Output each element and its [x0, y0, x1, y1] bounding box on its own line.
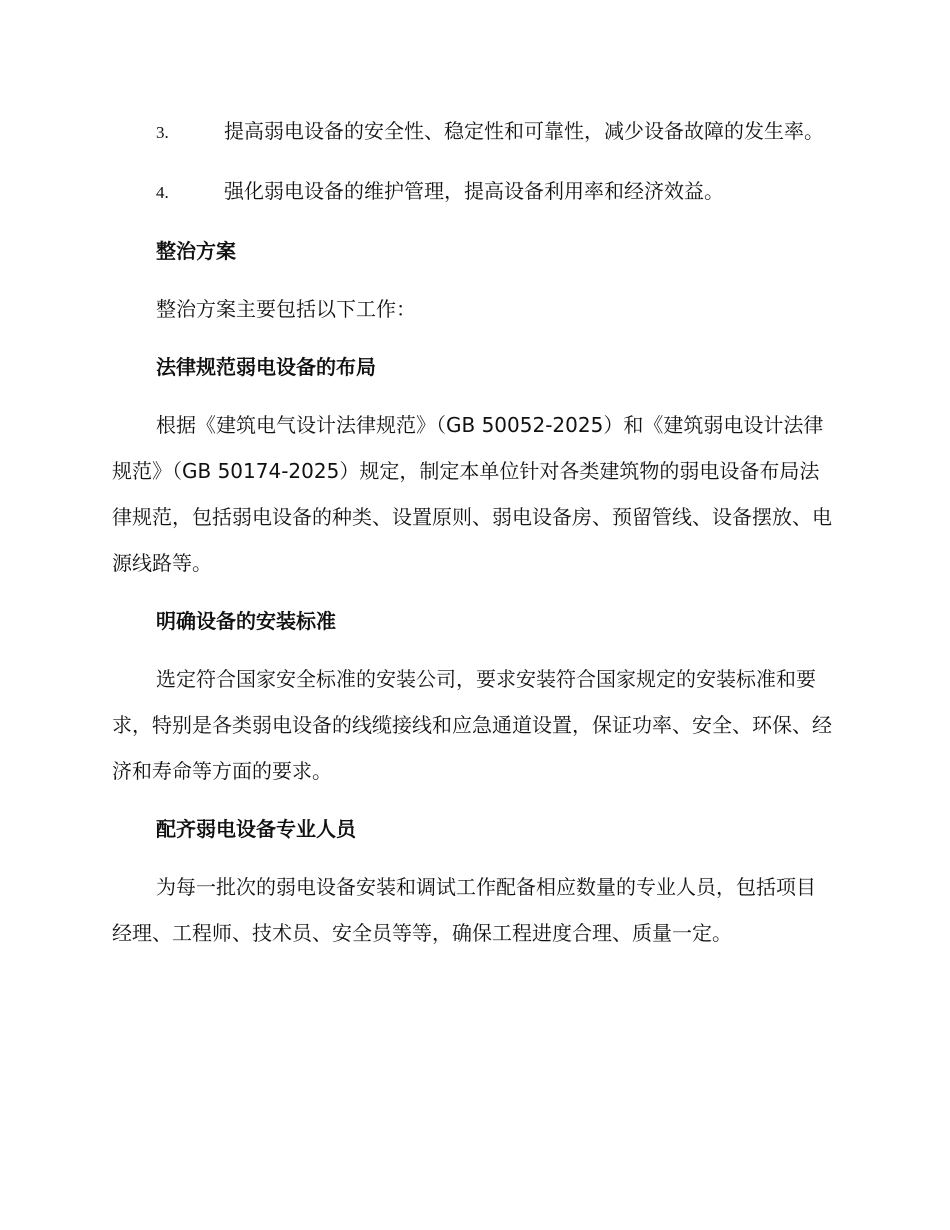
subsection-heading-staffing: 配齐弱电设备专业人员: [156, 817, 356, 841]
section-intro: 整治方案主要包括以下工作：: [156, 297, 416, 321]
section-heading: 整治方案: [156, 239, 236, 263]
subsection-text-layout: 根据《建筑电气设计法律规范》（GB 50052-2025）和《建筑弱电设计法律规范》（GB 50174-2025）规定，制定本单位针对各类建筑物的弱电设备布局法律规范，包括弱电设备的种类、设置原则、弱电设备房、预留管线、设备摆放、电源线路等。: [112, 413, 832, 575]
list-item-3: [112, 108, 834, 156]
list-item-text: 强化弱电设备的维护管理，提高设备利用率和经济效益。: [224, 179, 724, 203]
document-page: [112, 108, 834, 968]
subsection-text-staffing: 为每一批次的弱电设备安装和调试工作配备相应数量的专业人员，包括项目经理、工程师、技术员、安全员等等，确保工程进度合理、质量一定。: [112, 875, 816, 945]
subsection-heading-install-standard: 明确设备的安装标准: [156, 609, 336, 633]
subsection-text-install-standard: 选定符合国家安全标准的安装公司，要求安装符合国家规定的安装标准和要求，特别是各类弱电设备的线缆接线和应急通道设置，保证功率、安全、环保、经济和寿命等方面的要求。: [112, 667, 832, 783]
subsection-heading-layout: 法律规范弱电设备的布局: [156, 355, 376, 379]
list-number: 3.: [156, 123, 169, 142]
list-item-text: 提高弱电设备的安全性、稳定性和可靠性，减少设备故障的发生率。: [224, 119, 824, 143]
list-item-4: [112, 168, 834, 216]
list-number: 4.: [156, 183, 169, 202]
